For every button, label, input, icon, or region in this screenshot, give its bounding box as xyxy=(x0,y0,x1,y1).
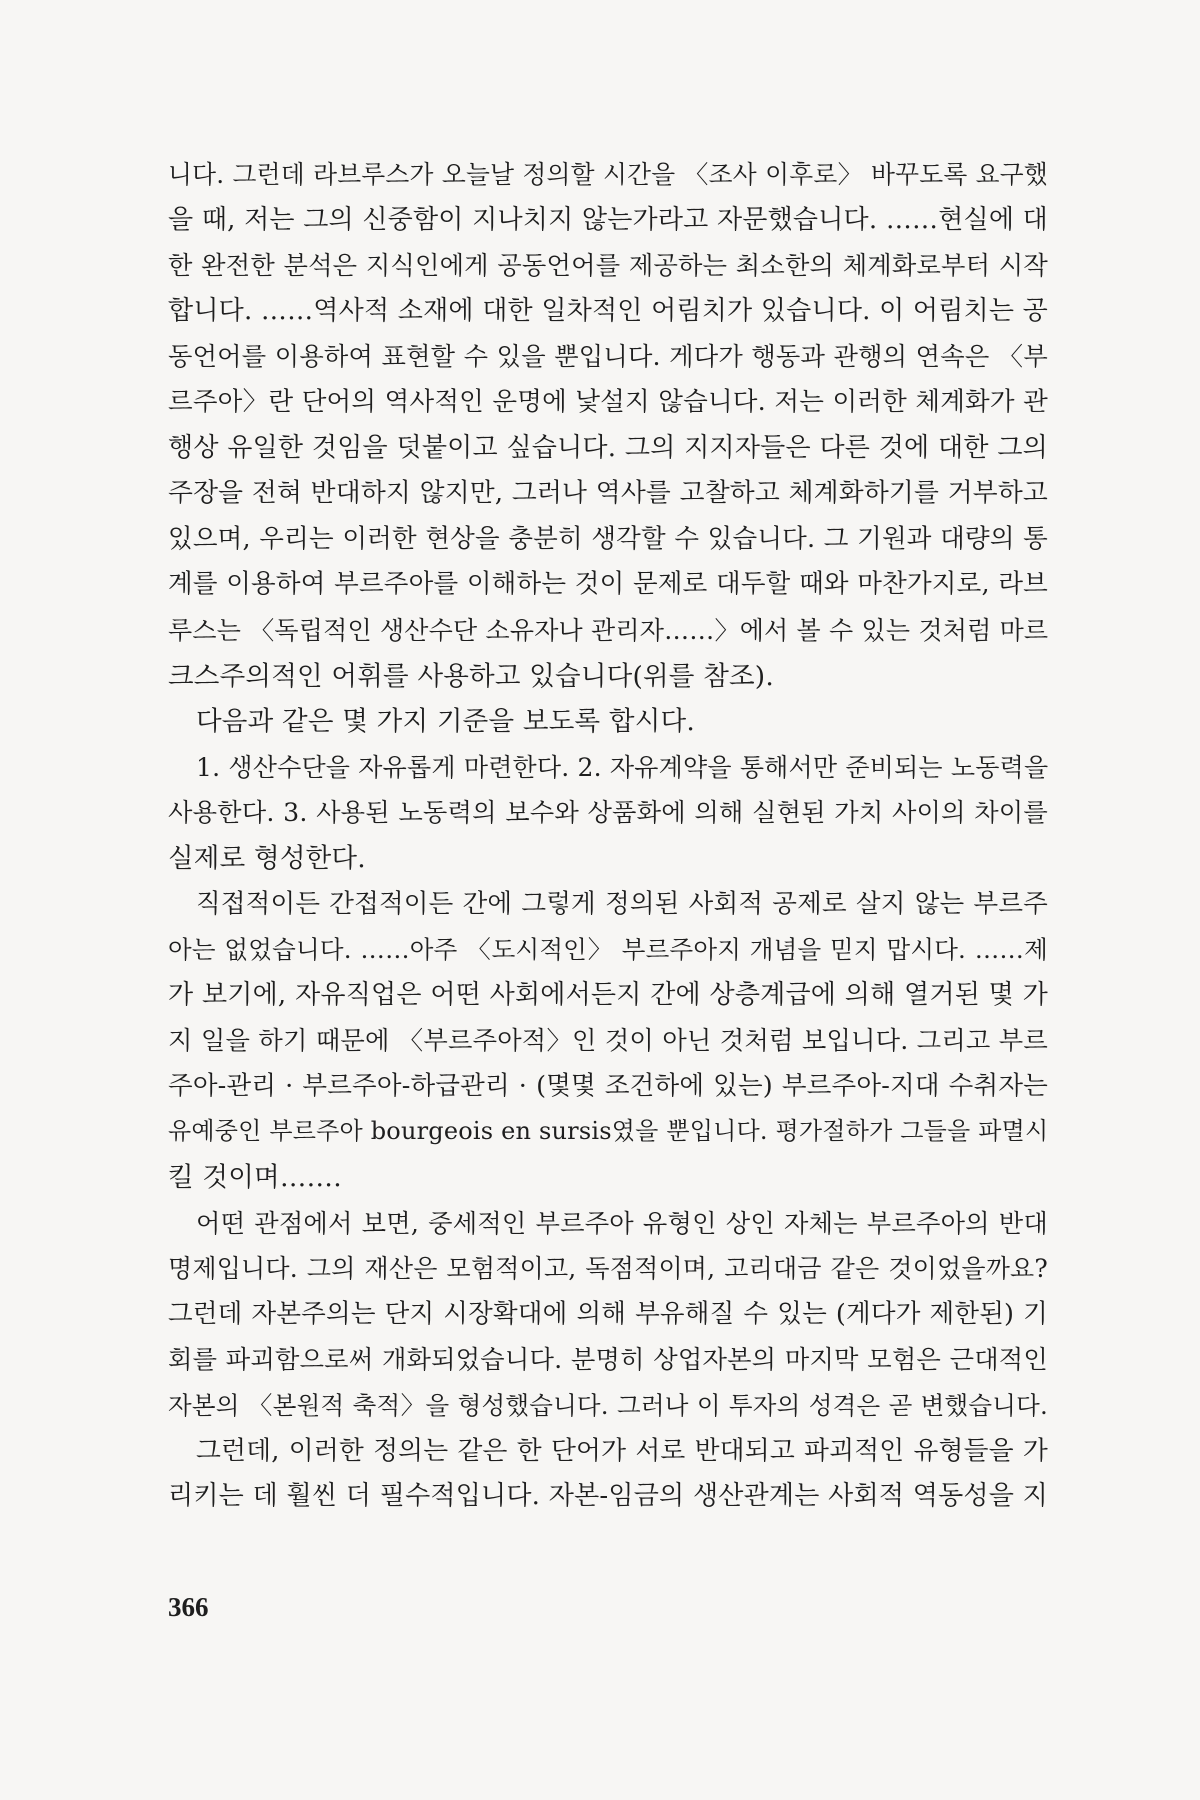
text-line: 그런데, 이러한 정의는 같은 한 단어가 서로 반대되고 파괴적인 유형들을 가 xyxy=(196,1435,1048,1466)
text-line: 다음과 같은 몇 가지 기준을 보도록 합시다. xyxy=(196,706,695,738)
text-line: 1. 생산수단을 자유롭게 마련한다. 2. 자유계약을 통해서만 준비되는 노동력을 xyxy=(196,752,1048,782)
text-line: 있으며, 우리는 이러한 현상을 충분히 생각할 수 있습니다. 그 기원과 대량의 통 xyxy=(168,523,1048,554)
text-line: 아는 없었습니다. ……아주 〈도시적인〉 부르주아지 개념을 믿지 맙시다. ……제 xyxy=(168,935,1048,965)
text-line: 르주아〉란 단어의 역사적인 운명에 낯설지 않습니다. 저는 이러한 체계화가 관 xyxy=(168,386,1048,417)
text-line: 지 일을 하기 때문에 〈부르주아적〉인 것이 아닌 것처럼 보입니다. 그리고 부르 xyxy=(168,1026,1048,1056)
text-line: 계를 이용하여 부르주아를 이해하는 것이 문제로 대두할 때와 마찬가지로, 라브 xyxy=(168,569,1048,600)
text-line: 유예중인 부르주아 bourgeois en sursis였을 뿐입니다. 평가절하가 그들을 파멸시 xyxy=(168,1117,1048,1146)
text-line: 직접적이든 간접적이든 간에 그렇게 정의된 사회적 공제로 살지 않는 부르주 xyxy=(196,888,1048,919)
text-line: 니다. 그런데 라브루스가 오늘날 정의할 시간을 〈조사 이후로〉 바꾸도록 요구했 xyxy=(168,160,1048,189)
text-line: 동언어를 이용하여 표현할 수 있을 뿐입니다. 게다가 행동과 관행의 연속은 〈부 xyxy=(168,342,1048,372)
page-number: 366 xyxy=(168,1592,209,1622)
text-line: 킬 것이며……. xyxy=(168,1162,342,1194)
text-line: 어떤 관점에서 보면, 중세적인 부르주아 유형인 상인 자체는 부르주아의 반대 xyxy=(196,1208,1048,1238)
text-line: 루스는 〈독립적인 생산수단 소유자나 관리자……〉에서 볼 수 있는 것처럼 마르 xyxy=(168,615,1048,645)
text-line: 주장을 전혀 반대하지 않지만, 그러나 역사를 고찰하고 체계화하기를 거부하고 xyxy=(168,478,1048,509)
body-text xyxy=(168,152,1048,1520)
text-line: 리키는 데 훨씬 더 필수적입니다. 자본-임금의 생산관계는 사회적 역동성을 지 xyxy=(168,1481,1048,1512)
text-line: 자본의 〈본원적 축적〉을 형성했습니다. 그러나 이 투자의 성격은 곧 변했습니다. xyxy=(168,1391,1048,1421)
text-line: 사용한다. 3. 사용된 노동력의 보수와 상품화에 의해 실현된 가치 사이의 차이를 xyxy=(168,798,1048,828)
text-line: 가 보기에, 자유직업은 어떤 사회에서든지 간에 상층계급에 의해 열거된 몇 가 xyxy=(168,979,1048,1010)
text-line: 회를 파괴함으로써 개화되었습니다. 분명히 상업자본의 마지막 모험은 근대적인 xyxy=(168,1345,1048,1375)
text-line: 명제입니다. 그의 재산은 모험적이고, 독점적이며, 고리대금 같은 것이었을까요? xyxy=(168,1254,1048,1284)
text-line: 한 완전한 분석은 지식인에게 공동언어를 제공하는 최소한의 체계화로부터 시작 xyxy=(168,251,1048,281)
text-line: 을 때, 저는 그의 신중함이 지나치지 않는가라고 자문했습니다. ……현실에 대 xyxy=(168,204,1048,235)
text-line: 그런데 자본주의는 단지 시장확대에 의해 부유해질 수 있는 (게다가 제한된) 기 xyxy=(168,1298,1048,1329)
text-line: 크스주의적인 어휘를 사용하고 있습니다(위를 참조). xyxy=(168,660,774,692)
text-line: 합니다. ……역사적 소재에 대한 일차적인 어림치가 있습니다. 이 어림치는 공 xyxy=(168,295,1048,326)
text-line: 실제로 형성한다. xyxy=(168,842,366,874)
text-line: 행상 유일한 것임을 덧붙이고 싶습니다. 그의 지지자들은 다른 것에 대한 그의 xyxy=(168,432,1048,463)
text-line: 주아-관리 · 부르주아-하급관리 · (몇몇 조건하에 있는) 부르주아-지대 수취자는 xyxy=(168,1070,1048,1101)
